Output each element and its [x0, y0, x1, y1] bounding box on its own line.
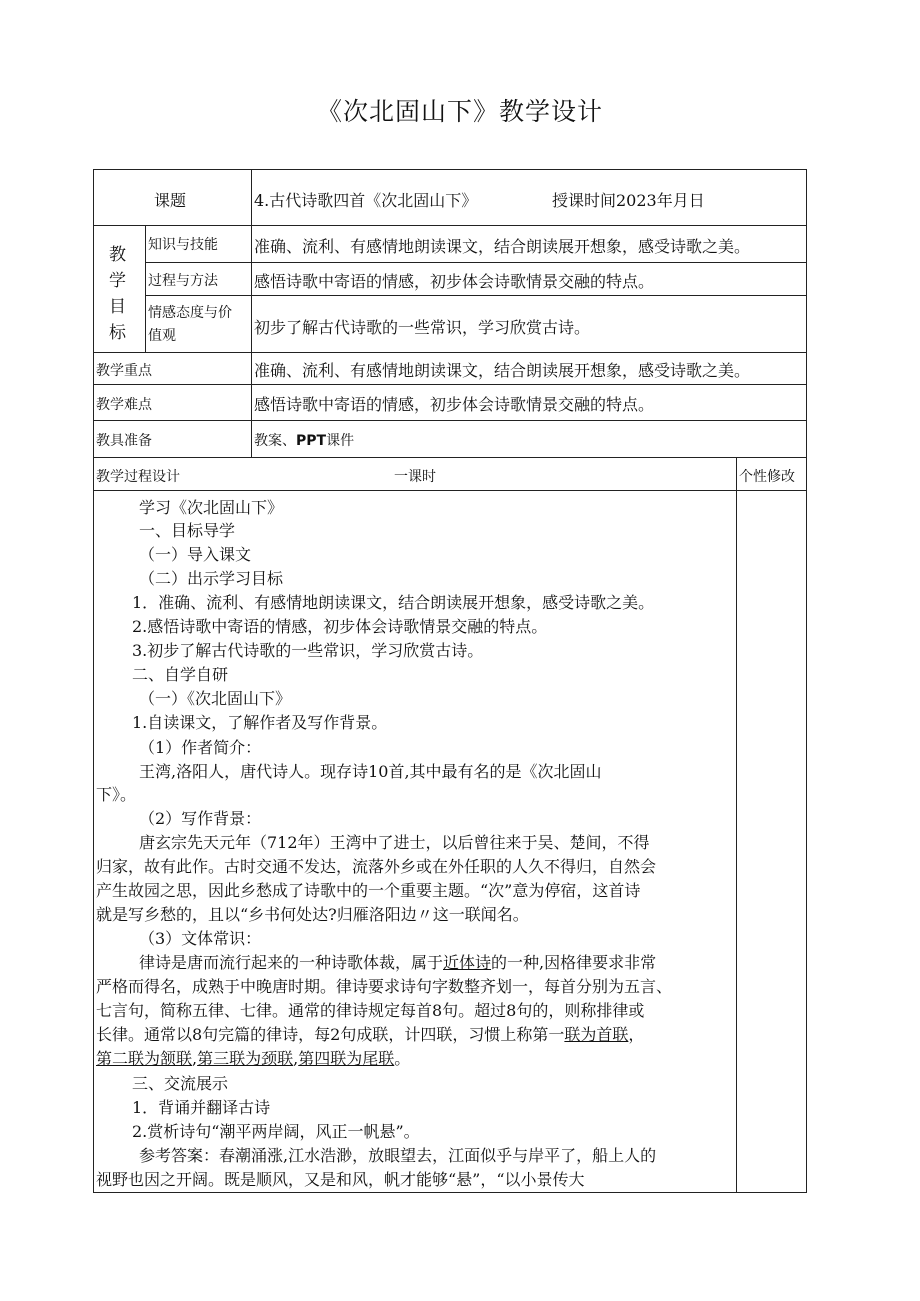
content-line: 学习《次北固山下》: [139, 498, 284, 517]
content-line: 2.赏析诗句“潮平两岸阔，风正一帆悬”。: [132, 1122, 420, 1141]
content-line: （3）文体常识：: [139, 929, 262, 948]
key-label: 教学重点: [96, 363, 152, 379]
content-line: （一）《次北固山下》: [139, 689, 292, 708]
content-line: 归家，故有此作。古时交通不发达，流落外乡或在外任职的人久不得归，自然会: [96, 857, 657, 876]
content-line: （2）写作背景：: [139, 809, 262, 828]
content-text: 律诗是唐而流行起来的一种诗歌体裁，属于: [139, 953, 444, 972]
content-line: 王湾,洛阳人，唐代诗人。现存诗10首,其中最有名的是《次北固山: [139, 762, 602, 781]
content-line: 七言句，简称五律、七律。通常的律诗规定每首8句。超过8句的，则称排律或: [96, 1001, 645, 1020]
content-text: 长律。通常以8句完篇的律诗，每2句成联，计四联，习惯上称第一: [96, 1025, 565, 1044]
key-value: 准确、流利、有感情地朗读课文，结合朗读展开想象，感受诗歌之美。: [254, 361, 751, 380]
prep-value-text: 课件: [326, 433, 355, 449]
prep-value: [254, 430, 354, 450]
content-line: 二、自学自研: [132, 665, 229, 684]
goal-knowledge-value: 准确、流利、有感情地朗读课文，结合朗读展开想象，感受诗歌之美。: [254, 237, 751, 256]
table-bottom-border: [93, 1192, 806, 1193]
goal-attitude-label: 值观: [148, 328, 176, 344]
content-line: 1.自读课文，了解作者及写作背景。: [132, 713, 388, 732]
term-weilian: 第四联为尾联: [298, 1049, 395, 1068]
content-line: 3.初步了解古代诗歌的一些常识，学习欣赏古诗。: [132, 641, 484, 660]
prep-value-text: 教案、: [254, 433, 296, 449]
course-row: [93, 169, 807, 226]
content-text: ,: [192, 1049, 198, 1068]
goals-label-char: 教: [109, 245, 126, 265]
revise-column: [736, 491, 806, 1193]
content-line: （二）出示学习目标: [139, 569, 284, 588]
content-line: （一）导入课文: [139, 545, 252, 564]
content-line: 就是写乡愁的，且以“乡书何处达?归雁洛阳边〃这一联闻名。: [96, 905, 529, 924]
process-content: [94, 491, 736, 1193]
term-jintishi: 近体诗: [443, 953, 492, 972]
process-content-row: [93, 490, 807, 1193]
content-text: ,: [293, 1049, 299, 1068]
content-line: [96, 1046, 410, 1069]
prep-row: [93, 420, 807, 458]
goals-label-char: 目: [109, 297, 126, 317]
content-line: （1）作者简介：: [139, 738, 262, 757]
difficulty-row: [93, 384, 807, 421]
goals-label-char: 标: [109, 323, 126, 343]
goal-attitude-label: 情感态度与价: [148, 305, 232, 321]
goal-process-label: 过程与方法: [148, 273, 218, 289]
term-hanlian: 第二联为颔联: [96, 1049, 193, 1068]
prep-label: 教具准备: [96, 433, 152, 449]
goal-knowledge-label: 知识与技能: [148, 237, 218, 253]
goal-process-value: 感悟诗歌中寄语的情感，初步体会诗歌情景交融的特点。: [254, 272, 655, 291]
content-text: 的一种,因格律要求非常: [491, 953, 657, 972]
key-row: [93, 352, 807, 385]
content-line: 1．背诵并翻译古诗: [132, 1098, 271, 1117]
difficulty-label: 教学难点: [96, 397, 152, 413]
term-jinglian: 第三联为颈联: [197, 1049, 294, 1068]
difficulty-value: 感悟诗歌中寄语的情感，初步体会诗歌情景交融的特点。: [254, 395, 655, 414]
class-time: 授课时间2023年月日: [552, 191, 705, 210]
content-line: 唐玄宗先天元年（712年）王湾中了进士，以后曾往来于吴、楚间，不得: [139, 833, 650, 852]
content-line: [96, 1022, 644, 1045]
goals-label-char: 学: [109, 271, 126, 291]
content-line: 1．准确、流利、有感情地朗读课文，结合朗读展开想象，感受诗歌之美。: [132, 593, 655, 612]
process-header-row: [93, 457, 807, 491]
content-line: 参考答案：春潮涌涨,江水浩渺，放眼望去，江面似乎与岸平了，船上人的: [139, 1146, 657, 1165]
goal-attitude-value: 初步了解古代诗歌的一些常识，学习欣赏古诗。: [254, 318, 591, 337]
course-label: 课题: [154, 191, 187, 210]
content-line: 2.感悟诗歌中寄语的情感，初步体会诗歌情景交融的特点。: [132, 617, 548, 636]
course-value: 4.古代诗歌四首《次北固山下》: [254, 191, 478, 210]
content-line: 严格而得名，成熟于中晚唐时期。律诗要求诗句字数整齐划一，每首分别为五言、: [96, 977, 673, 996]
page-title: 《次北固山下》教学设计: [316, 97, 603, 126]
content-line: 三、交流展示: [132, 1074, 229, 1093]
content-line: 下》。: [96, 785, 137, 804]
content-line: [139, 950, 656, 973]
content-text: ，: [628, 1025, 645, 1044]
prep-value-ppt: PPT: [296, 433, 327, 449]
revise-label: 个性修改: [739, 469, 795, 485]
goals-block: [93, 225, 807, 353]
term-shoulian: 联为首联: [564, 1025, 629, 1044]
content-line: 产生故园之思，因此乡愁成了诗歌中的一个重要主题。“次”意为停宿，这首诗: [96, 881, 641, 900]
content-text: 。: [394, 1049, 411, 1068]
content-line: 视野也因之开阔。既是顺风，又是和风，帆才能够“悬”，“以小景传大: [96, 1170, 585, 1189]
period-label: 一课时: [394, 469, 436, 485]
content-line: 一、目标导学: [139, 521, 236, 540]
process-label: 教学过程设计: [96, 469, 180, 485]
